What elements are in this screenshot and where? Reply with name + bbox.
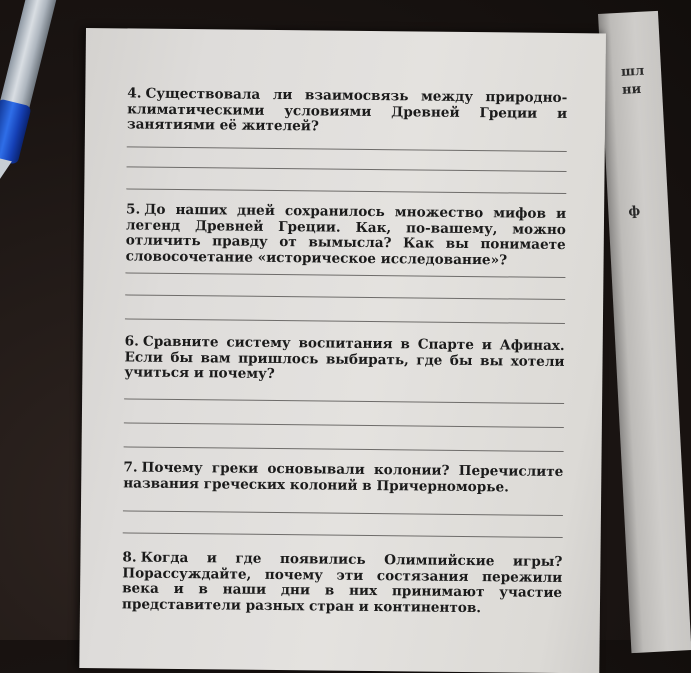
question-8 [122,550,563,617]
question-number: 6. [124,333,140,350]
question-text: Почему греки основывали колонии? Перечислите названия греческих колоний в Причерноморье. [123,459,564,495]
answer-line[interactable] [125,318,565,324]
question-text: Сравните систему воспитания в Спарте и Афинах. Если бы вам пришлось выбирать, где бы вы хотели учиться и почему? [124,333,565,382]
question-5 [126,202,567,269]
question-text: До наших дней сохранилось множество мифов и легенд Древней Греции. Как, по-вашему, можно отличить правду от вымысла? Как вы понимаете словосочетание «историческое исследование»? [125,201,567,268]
right-page-fragment: ни [621,81,642,98]
answer-line[interactable] [123,510,563,516]
answer-line[interactable] [126,188,566,194]
question-text: Существовала ли взаимосвязь между природно-климатическими условиями Древней Греции и занятиями её жителей? [126,85,568,135]
question-number: 8. [122,549,137,566]
question-7 [123,460,563,496]
answer-line[interactable] [123,532,563,538]
answer-line[interactable] [125,272,565,278]
question-6 [124,334,564,385]
answer-line[interactable] [124,398,564,404]
question-number: 7. [123,459,138,476]
answer-line[interactable] [125,294,565,300]
right-page-fragment: ф [628,204,641,220]
question-number: 4. [127,85,142,102]
workbook-page [79,28,606,673]
pen-cone [0,156,12,190]
question-text: Когда и где появились Олимпийские игры? Порассуждайте, почему эти состязания пережили века и в наши дни в них принимают участие представители разных стран и континентов. [121,549,563,616]
pen-grip [0,98,32,164]
answer-line[interactable] [127,146,567,152]
answer-line[interactable] [124,422,564,428]
answer-line[interactable] [127,166,567,172]
question-4 [127,86,567,137]
answer-line[interactable] [124,446,564,452]
right-page-fragment: шл [620,63,645,80]
question-number: 5. [126,201,141,218]
